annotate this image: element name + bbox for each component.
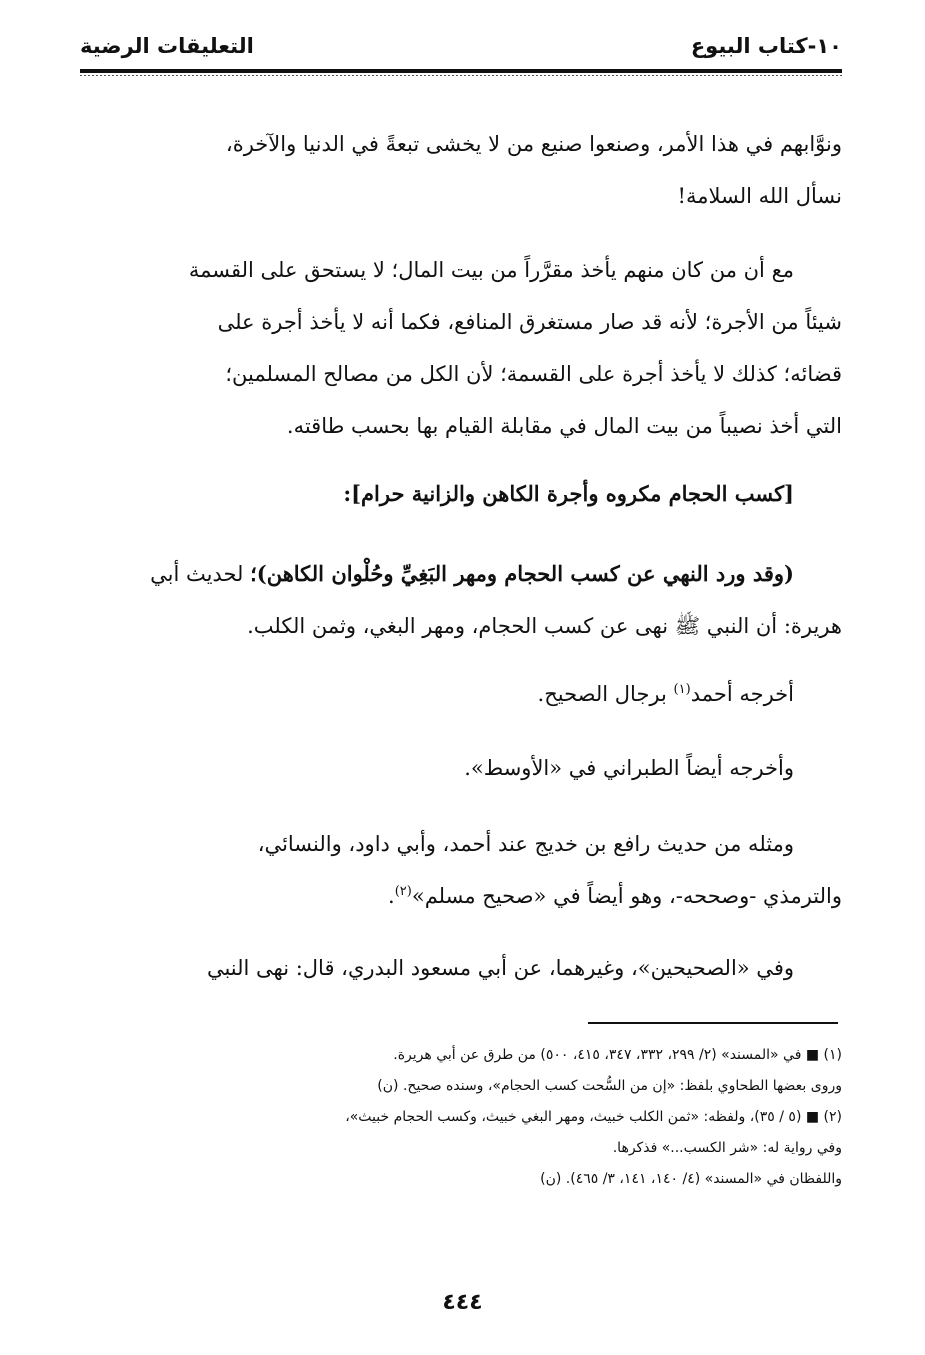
section-heading-text: [كسب الحجام مكروه وأجرة الكاهن والزانية حرام]:	[343, 481, 794, 506]
paragraph-5	[80, 742, 842, 794]
paragraph-2-line-1: مع أن من كان منهم يأخذ مقرَّراً من بيت المال؛ لا يستحق على القسمة	[188, 258, 794, 282]
paragraph-2-line-2: شيئاً من الأجرة؛ لأنه قد صار مستغرق المنافع، فكما أنه لا يأخذ أجرة على	[217, 310, 842, 334]
footnote-ref-2[interactable]: (٢)	[394, 884, 412, 899]
paragraph-1-line-2: نسأل الله السلامة!	[677, 184, 842, 208]
paragraph-1-line-1: ونوَّابهم في هذا الأمر، وصنعوا صنيع من لا يخشى تبعةً في الدنيا والآخرة،	[225, 132, 842, 156]
paragraph-7	[80, 942, 842, 994]
paragraph-2-line-4: التي أخذ نصيباً من بيت المال في مقابلة القيام بها بحسب طاقته.	[286, 414, 842, 438]
paragraph-6-line-1: ومثله من حديث رافع بن خديج عند أحمد، وأبي داود، والنسائي،	[257, 832, 794, 856]
footnote-2-line-2: وفي رواية له: «شر الكسب...» فذكرها.	[612, 1140, 842, 1156]
paragraph-3-line-2: هريرة: أن النبي ﷺ نهى عن كسب الحجام، ومهر البغي، وثمن الكلب.	[247, 614, 842, 638]
paragraph-4-line	[80, 668, 842, 720]
paragraph-6-line-2	[80, 870, 842, 922]
footnote-1-line-2: وروى بعضها الطحاوي بلفظ: «إن من السُّحت كسب الحجام»، وسنده صحيح. (ن)	[377, 1078, 842, 1094]
section-heading	[80, 468, 842, 520]
paragraph-3-line-1-rest: لحديث أبي	[150, 562, 244, 586]
footnote-1-line-1: (١) ■ في «المسند» (٢/ ٢٩٩، ٣٣٢، ٣٤٧، ٤١٥، ٥٠٠) من طرق عن أبي هريرة.	[393, 1047, 842, 1063]
paragraph-3	[80, 548, 842, 652]
paragraph-6-text-after: .	[388, 884, 395, 908]
paragraph-4	[80, 668, 842, 720]
footnote-2-line-1: (٢) ■ (٥ / ٣٥)، ولفظه: «ثمن الكلب خبيث، ومهر البغي خبيث، وكسب الحجام خبيث»،	[345, 1109, 842, 1125]
header-rule	[80, 69, 842, 73]
paragraph-6	[80, 818, 842, 922]
paragraph-2	[80, 244, 842, 452]
footnote-2-line-3: واللفظان في «المسند» (٤/ ١٤٠، ١٤١، ٣/ ٤٦٥). (ن)	[540, 1171, 842, 1187]
paragraph-3-line-1	[80, 548, 842, 600]
chapter-title: ١٠-كتاب البيوع	[690, 34, 842, 58]
page-number: ٤٤٤	[442, 1290, 483, 1315]
paragraph-7-line: وفي «الصحيحين»، وغيرهما، عن أبي مسعود البدري، قال: نهى النبي	[206, 956, 794, 980]
book-title: التعليقات الرضية	[80, 34, 254, 58]
paragraph-2-line-3: قضائه؛ كذلك لا يأخذ أجرة على القسمة؛ لأن الكل من مصالح المسلمين؛	[225, 362, 842, 386]
footnote-ref-1[interactable]: (١)	[673, 682, 691, 697]
header-rule-dotted	[80, 75, 842, 76]
paragraph-4-text-before: أخرجه أحمد	[690, 682, 794, 706]
paragraph-6-text-before: والترمذي -وصححه-، وهو أيضاً في «صحيح مسلم»	[411, 884, 842, 908]
paragraph-1	[80, 118, 842, 222]
paragraph-4-text-after: برجال الصحيح.	[537, 682, 667, 706]
running-header	[80, 30, 842, 66]
footnotes	[80, 1040, 842, 1195]
paragraph-5-line: وأخرجه أيضاً الطبراني في «الأوسط».	[464, 756, 794, 780]
quoted-text: (وقد ورد النهي عن كسب الحجام ومهر البَغِيِّ وحُلْوان الكاهن)؛	[250, 561, 794, 586]
footnote-rule	[588, 1022, 838, 1024]
